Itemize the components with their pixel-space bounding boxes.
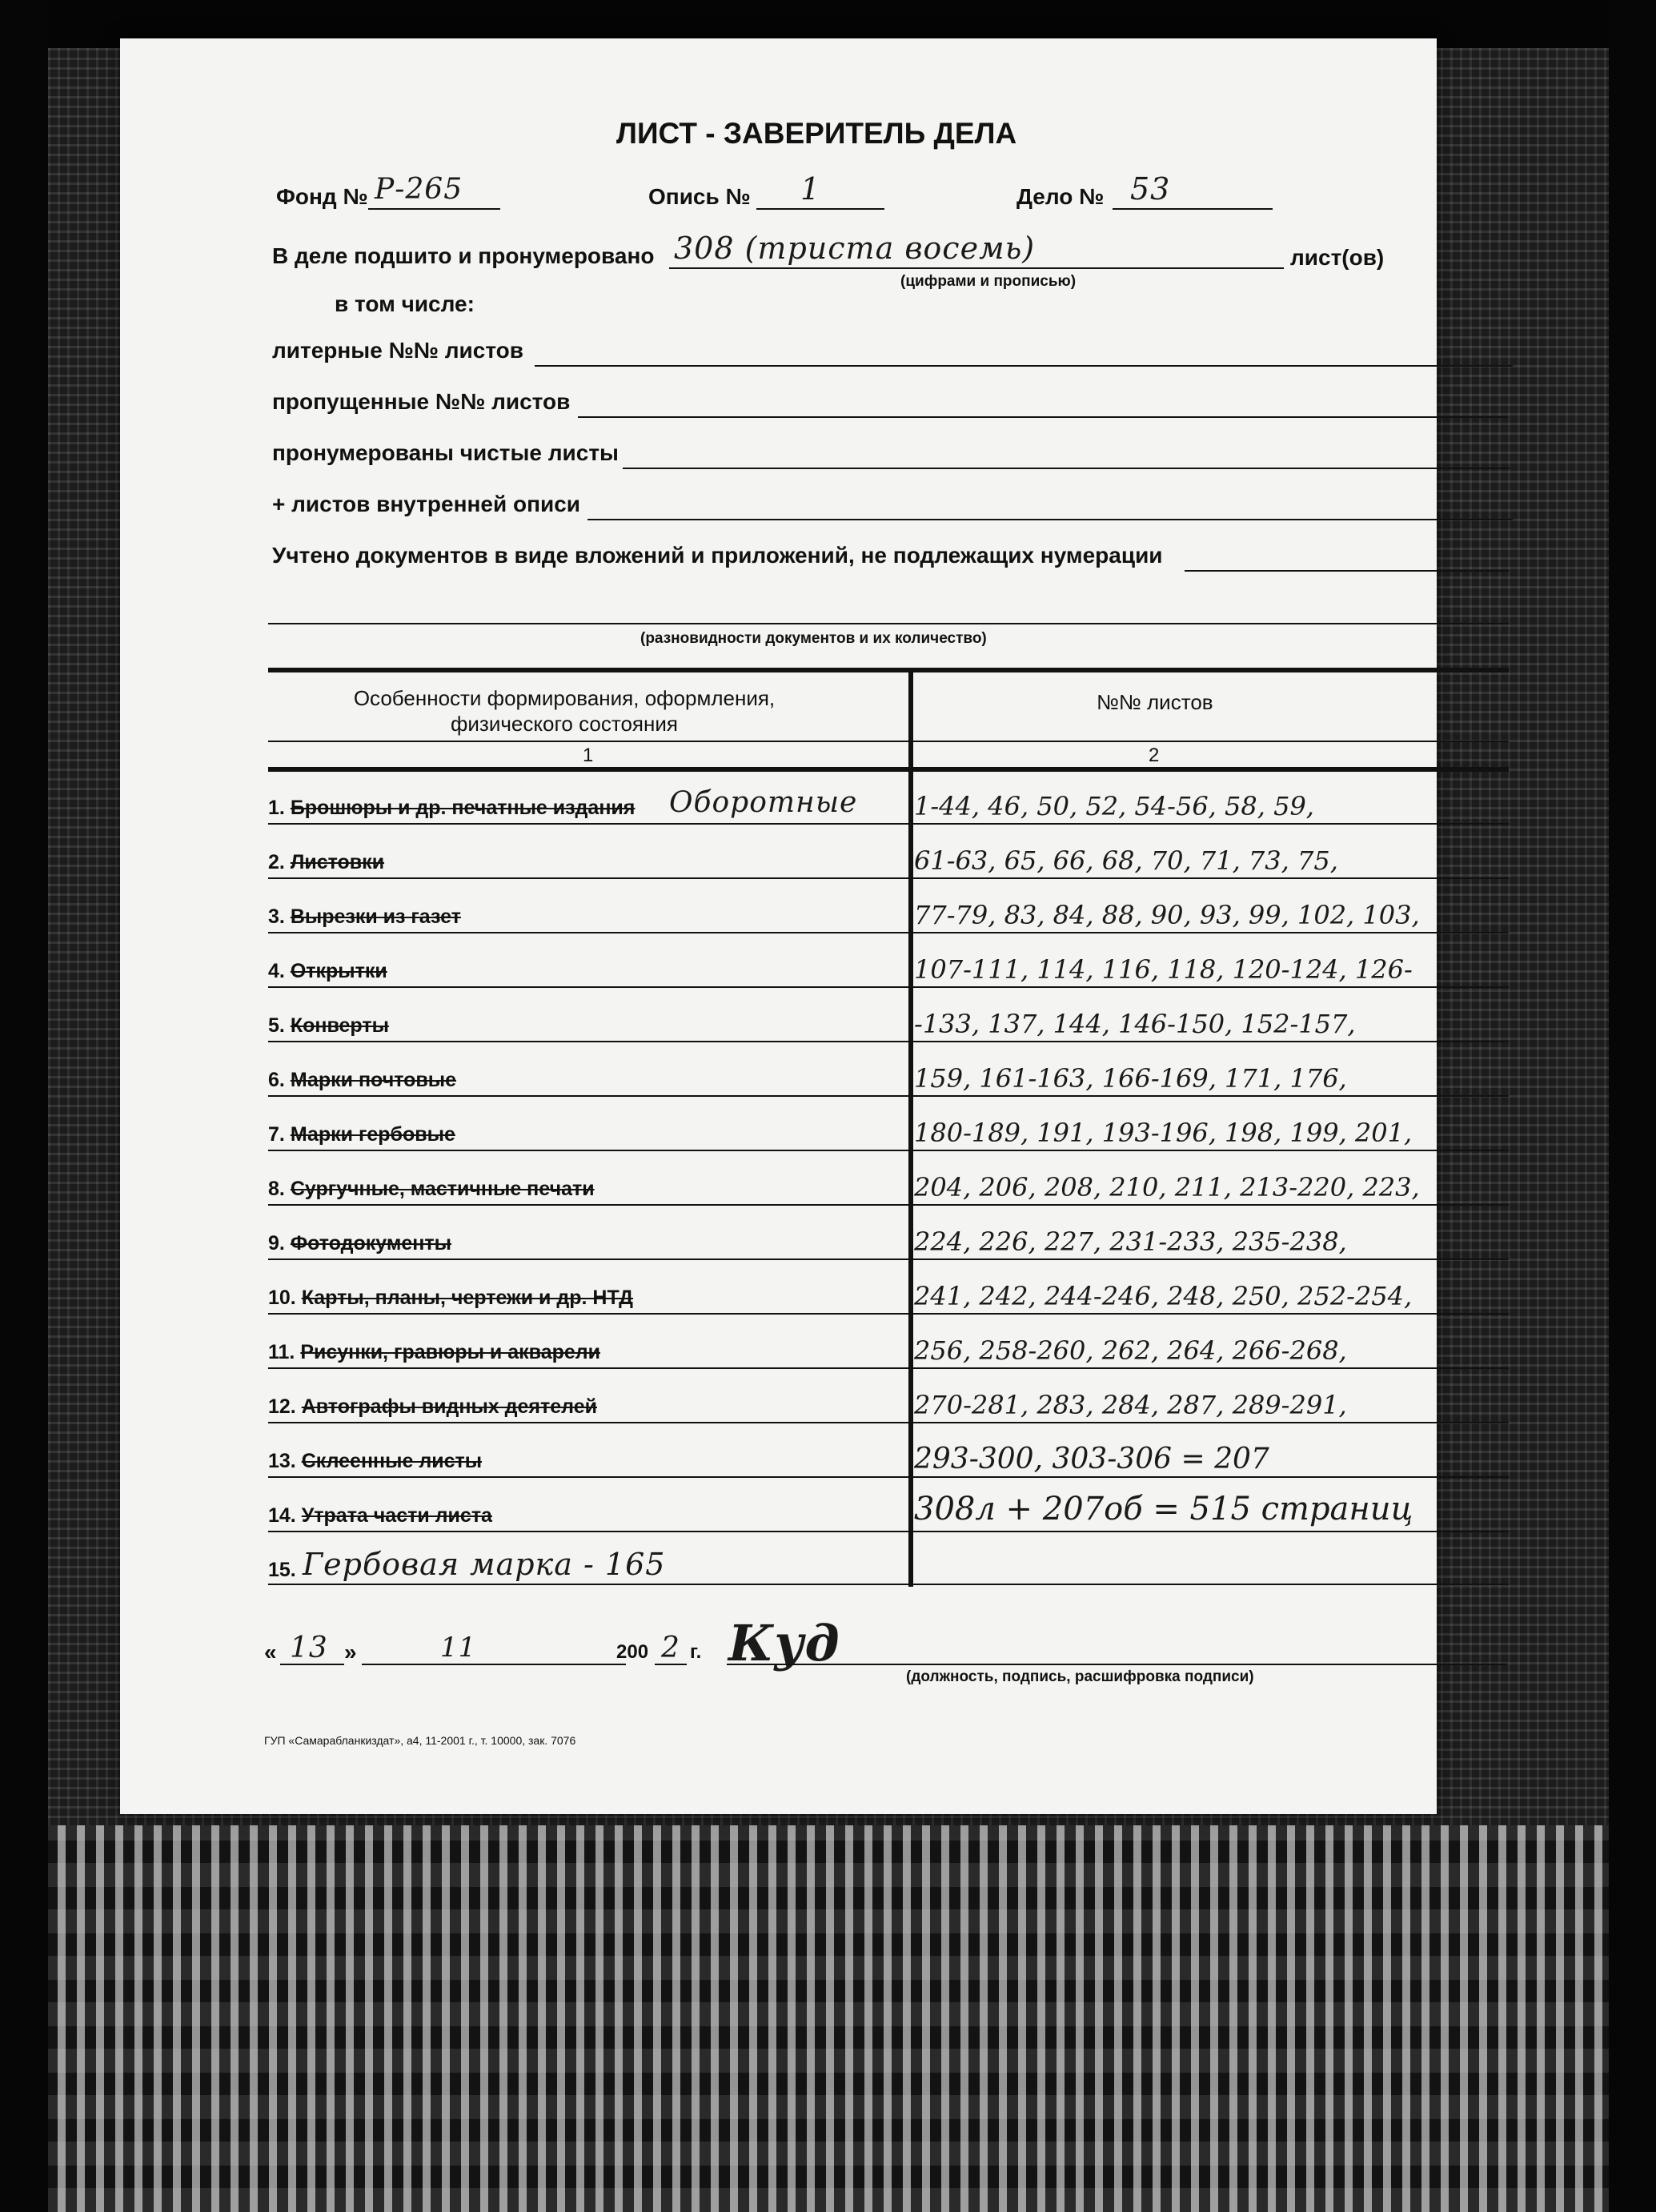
header-bottom-rule [268,767,1509,772]
row-14-label: 14. Утрата части листа [268,1504,492,1527]
sewn-label: В деле подшито и пронумеровано [272,243,655,268]
row-3-line [268,932,1509,933]
col1-number: 1 [583,745,594,766]
row-11-line [268,1367,1509,1369]
row-6-label: 6. Марки почтовые [268,1069,457,1091]
row-8-sheets: 204, 206, 208, 210, 211, 213-220, 223, [914,1172,1420,1202]
delo-label: Дело № [1016,184,1105,209]
row-7-label: 7. Марки гербовые [268,1123,455,1146]
header-line [268,741,1509,742]
row-1-note: Оборотные [669,786,858,819]
blank-line [623,468,1510,469]
including-label: в том числе: [335,291,475,316]
row-12-label: 12. Автографы видных деятелей [268,1395,597,1418]
docs-line-2 [268,623,1509,624]
row-4-label: 4. Открытки [268,960,387,982]
row-6-line [268,1095,1509,1097]
date-quote-close: » [344,1640,357,1664]
row-9-sheets: 224, 226, 227, 231-233, 235-238, [914,1226,1347,1257]
row-4-sheets: 107-111, 114, 116, 118, 120-124, 126- [914,954,1413,985]
sewn-hint: (цифрами и прописью) [900,273,1077,290]
row-13-sheets: 293-300, 303-306 = 207 [914,1443,1269,1475]
row-3-label: 3. Вырезки из газет [268,905,461,928]
date-day: 13 [290,1632,328,1664]
row-5-line [268,1041,1509,1042]
sewn-line [669,267,1284,269]
docs-line [1185,570,1509,572]
opis-line [756,208,884,210]
year-suffix: г. [690,1641,702,1663]
signature: Куд [728,1614,840,1672]
delo-value: 53 [1130,171,1171,207]
row-10-sheets: 241, 242, 244-246, 248, 250, 252-254, [914,1281,1413,1311]
row-12-sheets: 270-281, 283, 284, 287, 289-291, [914,1390,1347,1420]
row-1-label: 1. Брошюры и др. печатные издания [268,797,636,819]
row-2-sheets: 61-63, 65, 66, 68, 70, 71, 73, 75, [914,845,1338,876]
blank-label: пронумерованы чистые листы [272,440,619,465]
folder-fabric-bottom [0,1825,1656,2212]
row-11-label: 11. Рисунки, гравюры и акварели [268,1341,601,1363]
col1-header: Особенности формирования, оформления, физического состояния [353,686,776,736]
row-2-label: 2. Листовки [268,851,385,873]
col2-header: №№ листов [1097,690,1213,714]
dark-left-edge [0,0,48,2212]
date-month: 11 [440,1632,477,1664]
year-digit: 2 [661,1632,680,1664]
row-13-line [268,1476,1509,1478]
row-15-note: Гербовая марка - 165 [303,1547,666,1582]
year-prefix: 200 [616,1641,649,1663]
inner-line [587,519,1513,520]
row-15-line [268,1584,1509,1585]
column-divider [908,668,913,1587]
row-11-sheets: 256, 258-260, 262, 264, 266-268, [914,1335,1347,1366]
table-top-rule [268,668,1509,672]
row-2-line [268,877,1509,879]
row-8-label: 8. Сургучные, мастичные печати [268,1178,595,1200]
delo-line [1113,208,1273,210]
printer-imprint: ГУП «Самарабланкиздат», а4, 11-2001 г., т. 10000, зак. 7076 [264,1734,576,1747]
opis-value: 1 [800,171,821,207]
fond-line [368,208,500,210]
row-4-line [268,986,1509,988]
signature-line [727,1664,1507,1665]
docs-label: Учтено документов в виде вложений и приложений, не подлежащих нумерации [272,543,1163,568]
row-1-line [268,823,1509,825]
fond-value: Р-265 [375,173,463,206]
docs-hint: (разновидности документов и их количество) [640,630,987,647]
page-title: ЛИСТ - ЗАВЕРИТЕЛЬ ДЕЛА [616,117,1017,150]
row-5-label: 5. Конверты [268,1014,389,1037]
dark-right-edge [1609,0,1656,2212]
literal-label: литерные №№ листов [272,338,524,363]
row-7-sheets: 180-189, 191, 193-196, 198, 199, 201, [914,1118,1413,1148]
row-6-sheets: 159, 161-163, 166-169, 171, 176, [914,1063,1347,1094]
row-3-sheets: 77-79, 83, 84, 88, 90, 93, 99, 102, 103, [914,900,1420,930]
missing-label: пропущенные №№ листов [272,389,571,414]
row-9-line [268,1259,1509,1260]
certification-sheet [120,38,1437,1814]
row-1-sheets: 1-44, 46, 50, 52, 54-56, 58, 59, [914,791,1314,821]
fond-label: Фонд № [276,184,368,209]
row-10-label: 10. Карты, планы, чертежи и др. НТД [268,1287,633,1309]
date-quote-open: « [264,1640,277,1664]
sewn-suffix: лист(ов) [1290,245,1385,270]
row-14-sheets: 308л + 207об = 515 страниц [914,1491,1413,1528]
row-13-label: 13. Склеенные листы [268,1450,483,1472]
row-9-label: 9. Фотодокументы [268,1232,451,1255]
row-10-line [268,1313,1509,1315]
row-8-line [268,1204,1509,1206]
missing-line [578,416,1508,418]
signature-hint: (должность, подпись, расшифровка подписи) [906,1668,1254,1685]
row-14-line [268,1531,1509,1532]
row-12-line [268,1422,1509,1423]
opis-label: Опись № [648,184,751,209]
inner-label: + листов внутренней описи [272,492,580,516]
literal-line [535,365,1513,367]
sewn-value: 308 (триста восемь) [674,231,1036,266]
row-5-sheets: -133, 137, 144, 146-150, 152-157, [914,1009,1356,1039]
col2-number: 2 [1149,745,1160,766]
row-15-label: 15. [268,1559,296,1581]
month-line [362,1664,626,1665]
row-7-line [268,1150,1509,1151]
